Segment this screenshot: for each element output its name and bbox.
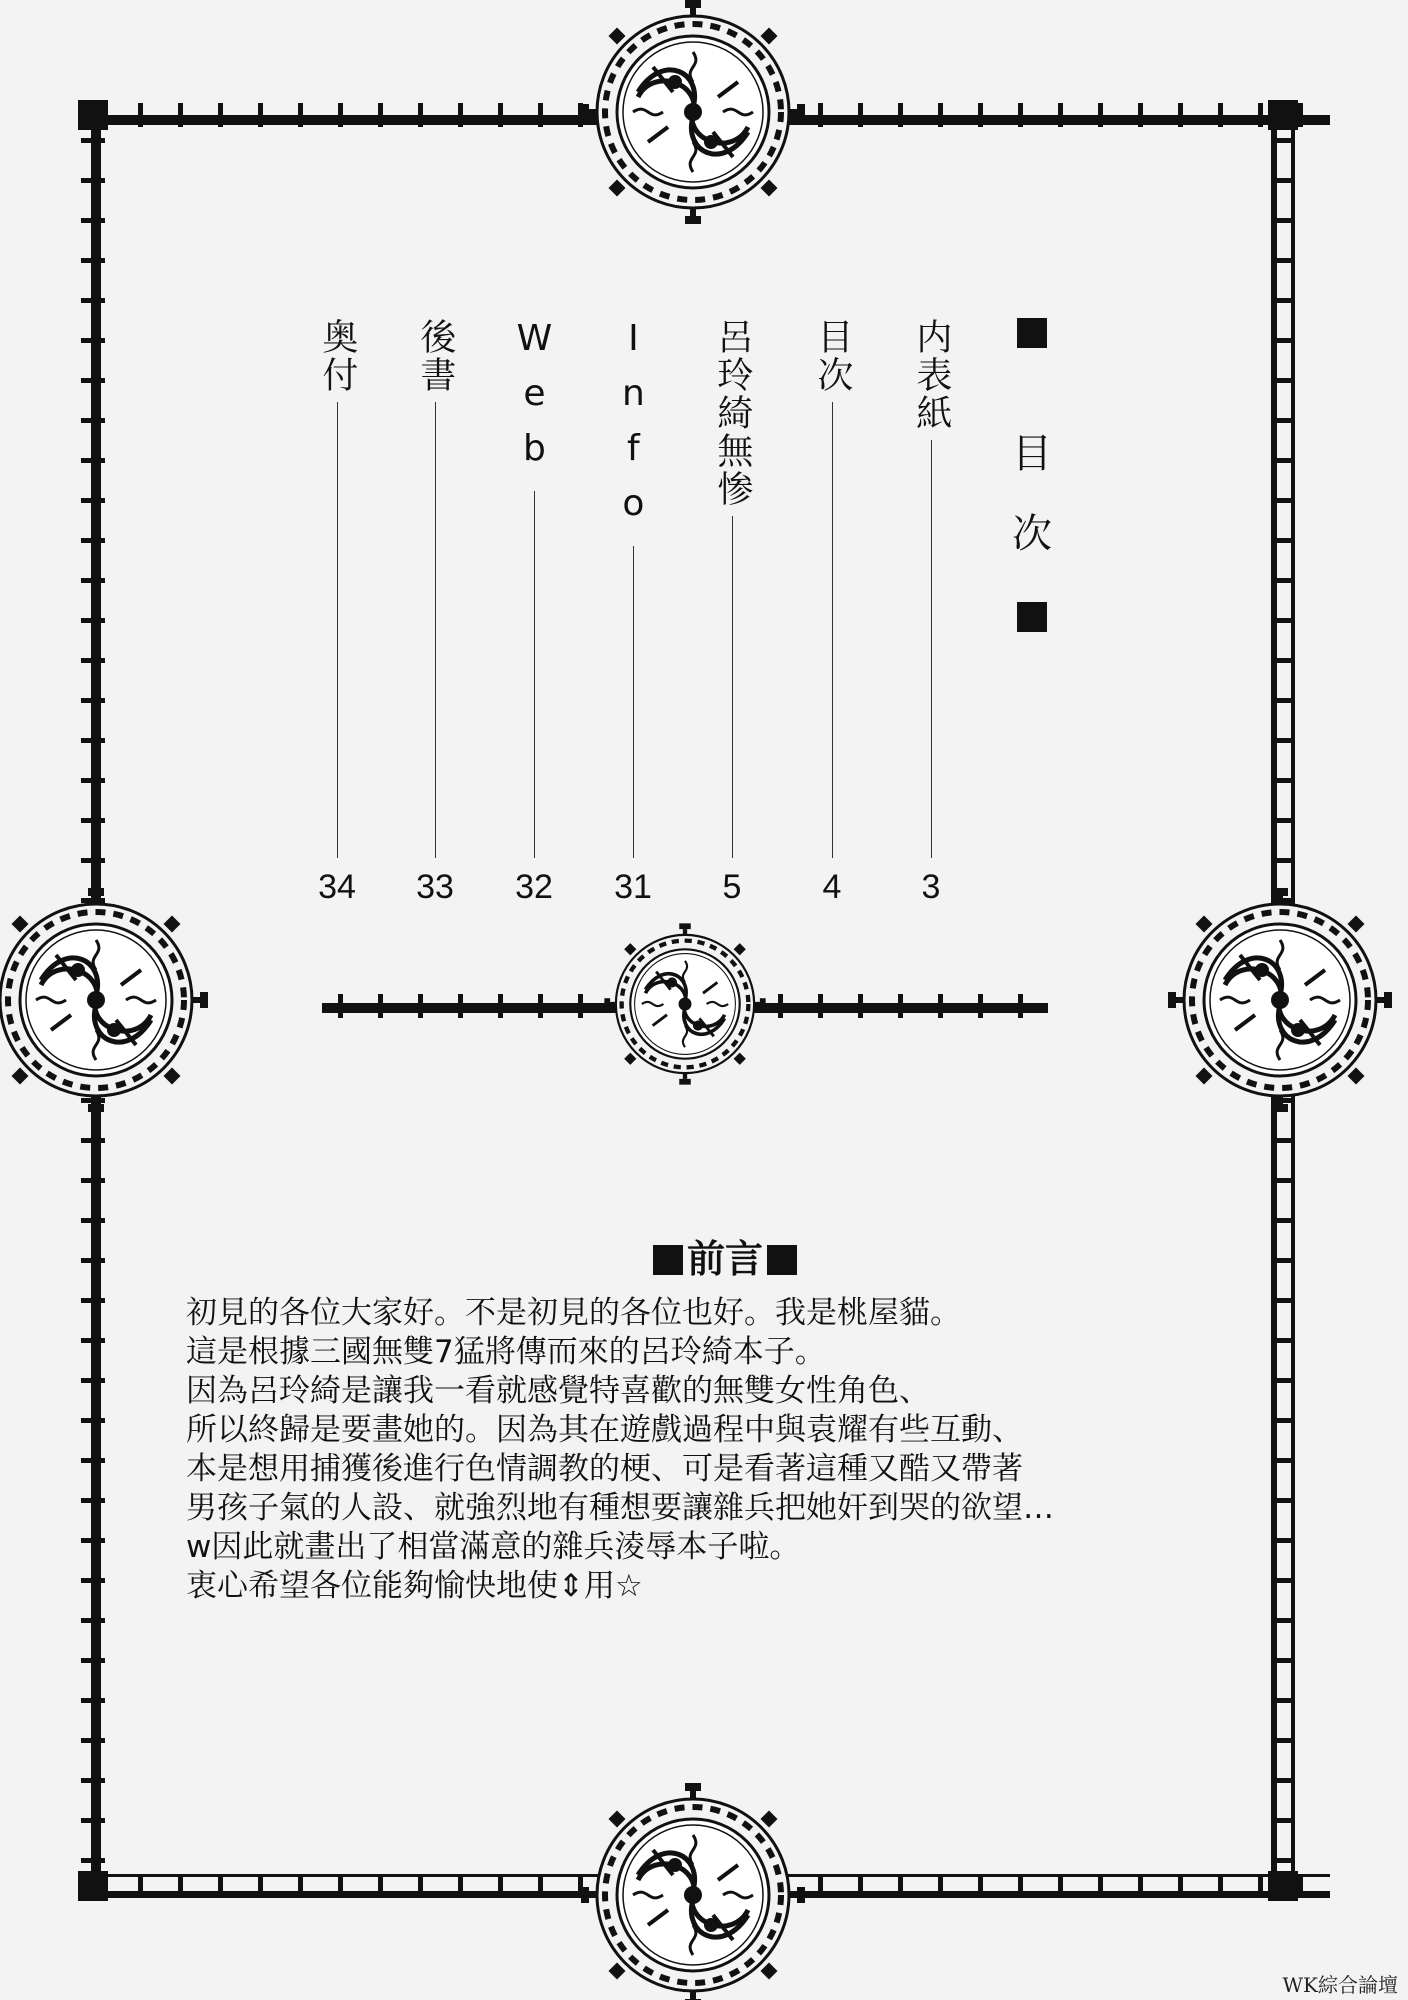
preface-body <box>186 1294 1246 1606</box>
toc-entry[interactable] <box>896 318 966 906</box>
leader-line <box>337 402 338 858</box>
leader-line <box>534 491 535 858</box>
toc-entry-label: 後書 <box>414 318 456 394</box>
title-square-icon <box>1017 318 1047 348</box>
preface-line: 本是想用捕獲後進行色情調教的梗、可是看著這種又酷又帶著 <box>186 1451 1023 1487</box>
toc-entry-label: 呂玲綺無惨 <box>711 318 753 508</box>
leader-line <box>931 440 932 858</box>
toc-entry-label: 目次 <box>811 318 853 394</box>
preface-line: 男孩子氣的人設、就強烈地有種想要讓雜兵把她奸到哭的欲望… <box>186 1490 1054 1526</box>
corner-square <box>78 1871 108 1901</box>
toc-entry-page: 33 <box>416 868 454 906</box>
phoenix-medallion-center <box>604 923 765 1084</box>
preface-line: 因為呂玲綺是讓我一看就感覺特喜歡的無雙女性角色、 <box>186 1373 930 1409</box>
toc-entry[interactable] <box>697 318 767 906</box>
preface-line: 衷心希望各位能夠愉快地使⇕用☆ <box>186 1568 643 1604</box>
phoenix-medallion-bottom <box>581 1783 805 2000</box>
toc-entry-page: 32 <box>515 868 553 906</box>
toc-entry[interactable] <box>598 318 668 906</box>
preface-heading <box>570 1228 880 1283</box>
heading-square-icon <box>653 1245 683 1275</box>
preface-heading-text: 前言 <box>686 1237 763 1281</box>
corner-square <box>1268 100 1298 130</box>
toc-entry-page: 5 <box>722 868 742 906</box>
toc-entry-page: 3 <box>921 868 941 906</box>
preface-line: 所以終歸是要畫她的。因為其在遊戲過程中與袁耀有些互動、 <box>186 1412 1023 1448</box>
toc-entry-label: Web <box>513 318 555 483</box>
toc-title-char: 目 <box>1012 431 1052 477</box>
phoenix-medallion-top <box>581 0 805 224</box>
toc-entry-label: 奥付 <box>316 318 358 394</box>
preface-line: 初見的各位大家好。不是初見的各位也好。我是桃屋貓。 <box>186 1295 961 1331</box>
toc-entry-page: 34 <box>318 868 356 906</box>
title-square-icon <box>1017 602 1047 632</box>
toc-entry[interactable] <box>797 318 867 906</box>
toc-entry-page: 31 <box>614 868 652 906</box>
toc-title-char: 次 <box>1012 511 1052 557</box>
leader-line <box>732 516 733 858</box>
toc-entry[interactable] <box>302 318 372 906</box>
toc-entry-page: 4 <box>822 868 842 906</box>
corner-square <box>1268 1871 1298 1901</box>
corner-square <box>78 100 108 130</box>
phoenix-medallion-left <box>0 888 208 1112</box>
preface-line: w因此就畫出了相當滿意的雜兵淩辱本子啦。 <box>186 1529 801 1565</box>
preface-line: 這是根據三國無雙7猛將傳而來的呂玲綺本子。 <box>186 1334 826 1370</box>
leader-line <box>832 402 833 858</box>
toc-entry[interactable] <box>499 318 569 906</box>
toc-title <box>1010 318 1054 632</box>
toc-entry-label: Info <box>612 318 654 538</box>
leader-line <box>633 546 634 858</box>
toc-entry[interactable] <box>400 318 470 906</box>
watermark: WK綜合論壇 <box>1282 1973 1398 1997</box>
phoenix-medallion-right <box>1168 888 1392 1112</box>
toc-entry-label: 内表紙 <box>910 318 952 432</box>
leader-line <box>435 402 436 858</box>
heading-square-icon <box>767 1245 797 1275</box>
